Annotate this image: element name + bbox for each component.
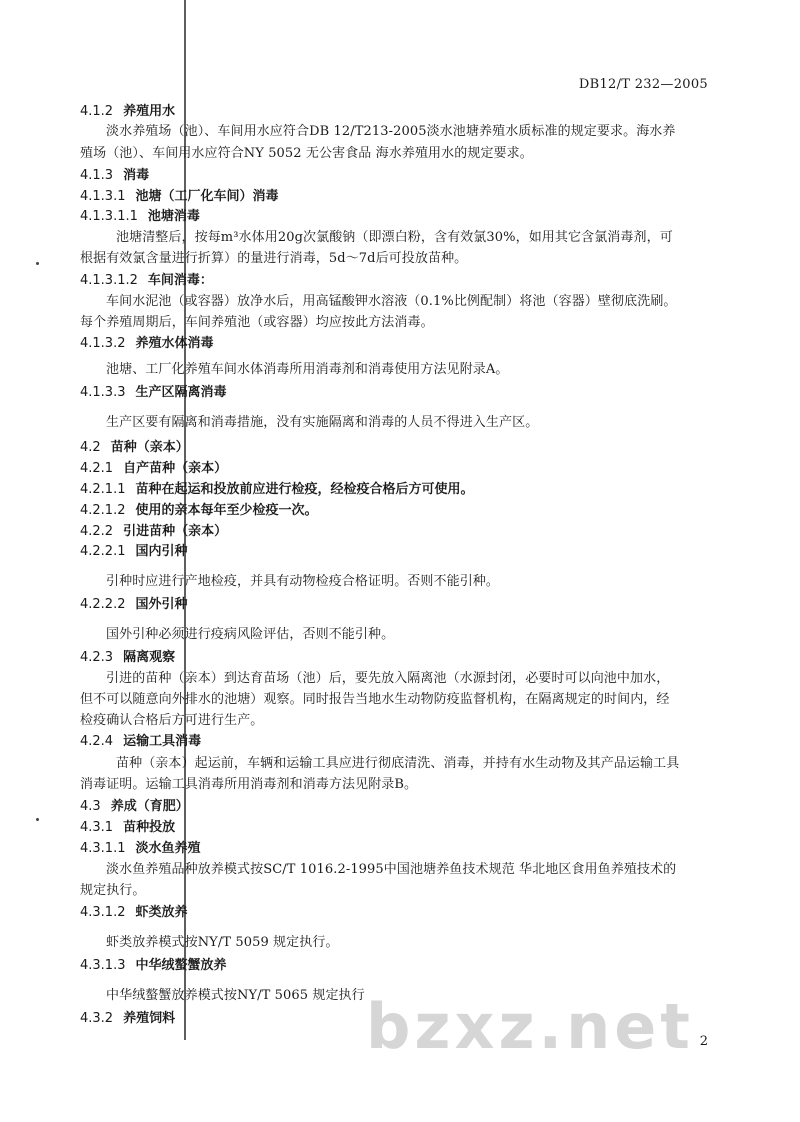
section-heading	[80, 797, 189, 817]
section-title: 消毒	[123, 168, 150, 183]
section-number: 4.1.3.1.2	[80, 273, 138, 288]
section-number: 4.3.1	[80, 820, 114, 835]
section-number: 4.2.3	[80, 650, 114, 665]
paragraph-line: 根据有效氯含量进行折算）的量进行消毒，5d～7d后可投放苗种。	[80, 251, 468, 266]
section-heading	[80, 732, 201, 752]
section-title: 车间消毒：	[147, 273, 213, 288]
section-title: 使用的亲本每年至少检疫一次。	[135, 503, 318, 518]
paragraph-line: 引进的苗种（亲本）到达育苗场（池）后，要先放入隔离池（水源封闭，必要时可以向池中加水，	[106, 671, 670, 686]
section-heading	[80, 271, 213, 291]
section-number: 4.2.1	[80, 461, 114, 476]
section-title: 虾类放养	[135, 905, 188, 920]
section-title: 池塘消毒	[147, 209, 200, 224]
section-heading	[80, 648, 175, 668]
document-code: DB12/T 232—2005	[578, 77, 708, 92]
section-number: 4.1.2	[80, 104, 114, 119]
section-title: 养成（育肥）	[110, 799, 189, 814]
paragraph-line: 苗种（亲本）起运前，车辆和运输工具应进行彻底清洗、消毒，并持有水生动物及其产品运输工具	[116, 756, 680, 771]
section-number: 4.2.4	[80, 734, 114, 749]
paragraph-line: 淡水鱼养殖品种放养模式按SC/T 1016.2-1995中国池塘养鱼技术规范 华北地区食用鱼养殖技术的	[106, 862, 677, 877]
section-number: 4.3.2	[80, 1011, 114, 1026]
section-title: 养殖用水	[123, 104, 176, 119]
section-title: 养殖饲料	[123, 1011, 176, 1026]
section-number: 4.3.1.3	[80, 958, 126, 973]
section-title: 国内引种	[135, 544, 188, 559]
section-title: 国外引种	[135, 597, 188, 612]
section-title: 淡水鱼养殖	[135, 841, 201, 856]
section-title: 自产苗种（亲本）	[123, 461, 228, 476]
section-title: 苗种投放	[123, 820, 176, 835]
section-number: 4.1.3.1.1	[80, 209, 138, 224]
section-heading	[80, 595, 188, 615]
paragraph-line: 虾类放养模式按NY/T 5059 规定执行。	[106, 935, 339, 950]
section-number: 4.3.1.1	[80, 841, 126, 856]
page-number: 2	[699, 1034, 708, 1049]
paragraph-line: 但不可以随意向外排水的池塘）观察。同时报告当地水生动物防疫监督机构，在隔离规定的时间内，经	[80, 692, 670, 707]
section-title: 隔离观察	[123, 650, 176, 665]
section-heading	[80, 522, 227, 542]
section-number: 4.1.3.2	[80, 336, 126, 351]
paragraph-line: 引种时应进行产地检疫，并具有动物检疫合格证明。否则不能引种。	[106, 574, 500, 589]
section-heading	[80, 480, 474, 500]
section-heading	[80, 438, 189, 458]
paragraph-line: 每个养殖周期后，车间养殖池（或容器）均应按此方法消毒。	[80, 315, 434, 330]
section-number: 4.3.1.2	[80, 905, 126, 920]
section-heading	[80, 903, 188, 923]
section-heading	[80, 102, 175, 122]
section-title: 苗种（亲本）	[110, 440, 189, 455]
watermark: bzxz.net	[366, 990, 694, 1063]
section-heading	[80, 459, 227, 479]
paragraph-line: 池塘、工厂化养殖车间水体消毒所用消毒剂和消毒使用方法见附录A。	[106, 362, 509, 377]
paragraph-line: 淡水养殖场（池）、车间用水应符合DB 12/T213-2005淡水池塘养殖水质标准的规定要求。海水养	[106, 124, 676, 139]
paragraph-line: 国外引种必须进行疫病风险评估，否则不能引种。	[106, 627, 395, 642]
scan-speck	[36, 818, 39, 821]
section-number: 4.1.3	[80, 168, 114, 183]
paragraph-line: 车间水泥池（或容器）放净水后，用高锰酸钾水溶液（0.1%比例配制）将池（容器）壁彻底洗刷。	[106, 294, 677, 309]
section-heading	[80, 334, 214, 354]
section-title: 中华绒螯蟹放养	[135, 958, 227, 973]
section-heading	[80, 207, 200, 227]
section-title: 养殖水体消毒	[135, 336, 214, 351]
paragraph-line: 检疫确认合格后方可进行生产。	[80, 713, 264, 728]
section-heading	[80, 542, 188, 562]
paragraph-line: 规定执行。	[80, 883, 146, 898]
section-title: 池塘（工厂化车间）消毒	[135, 189, 279, 204]
paragraph-line: 生产区要有隔离和消毒措施，没有实施隔离和消毒的人员不得进入生产区。	[106, 415, 539, 430]
scan-speck	[36, 262, 39, 265]
section-heading	[80, 166, 149, 186]
paragraph-line: 中华绒螯蟹放养模式按NY/T 5065 规定执行	[106, 988, 365, 1003]
section-heading	[80, 839, 201, 859]
section-title: 运输工具消毒	[123, 734, 202, 749]
section-heading	[80, 1009, 175, 1029]
section-heading	[80, 501, 318, 521]
section-number: 4.2.2.1	[80, 544, 126, 559]
section-title: 引进苗种（亲本）	[123, 524, 228, 539]
section-number: 4.1.3.3	[80, 385, 126, 400]
section-title: 苗种在起运和投放前应进行检疫，经检疫合格后方可使用。	[135, 482, 474, 497]
paragraph-line: 殖场（池）、车间用水应符合NY 5052 无公害食品 海水养殖用水的规定要求。	[80, 146, 533, 161]
section-heading	[80, 956, 227, 976]
paragraph-line: 池塘清整后，按每m³水体用20g次氯酸钠（即漂白粉，含有效氯30%，如用其它含氯消毒剂，可	[116, 230, 673, 245]
section-number: 4.1.3.1	[80, 189, 126, 204]
paragraph-line: 消毒证明。运输工具消毒所用消毒剂和消毒方法见附录B。	[80, 777, 418, 792]
section-heading	[80, 383, 227, 403]
section-number: 4.2.1.1	[80, 482, 126, 497]
section-number: 4.2.2.2	[80, 597, 126, 612]
section-number: 4.2.2	[80, 524, 114, 539]
section-title: 生产区隔离消毒	[135, 385, 227, 400]
section-heading	[80, 818, 175, 838]
section-number: 4.2.1.2	[80, 503, 126, 518]
section-number: 4.3	[80, 799, 101, 814]
section-number: 4.2	[80, 440, 101, 455]
section-heading	[80, 187, 279, 207]
